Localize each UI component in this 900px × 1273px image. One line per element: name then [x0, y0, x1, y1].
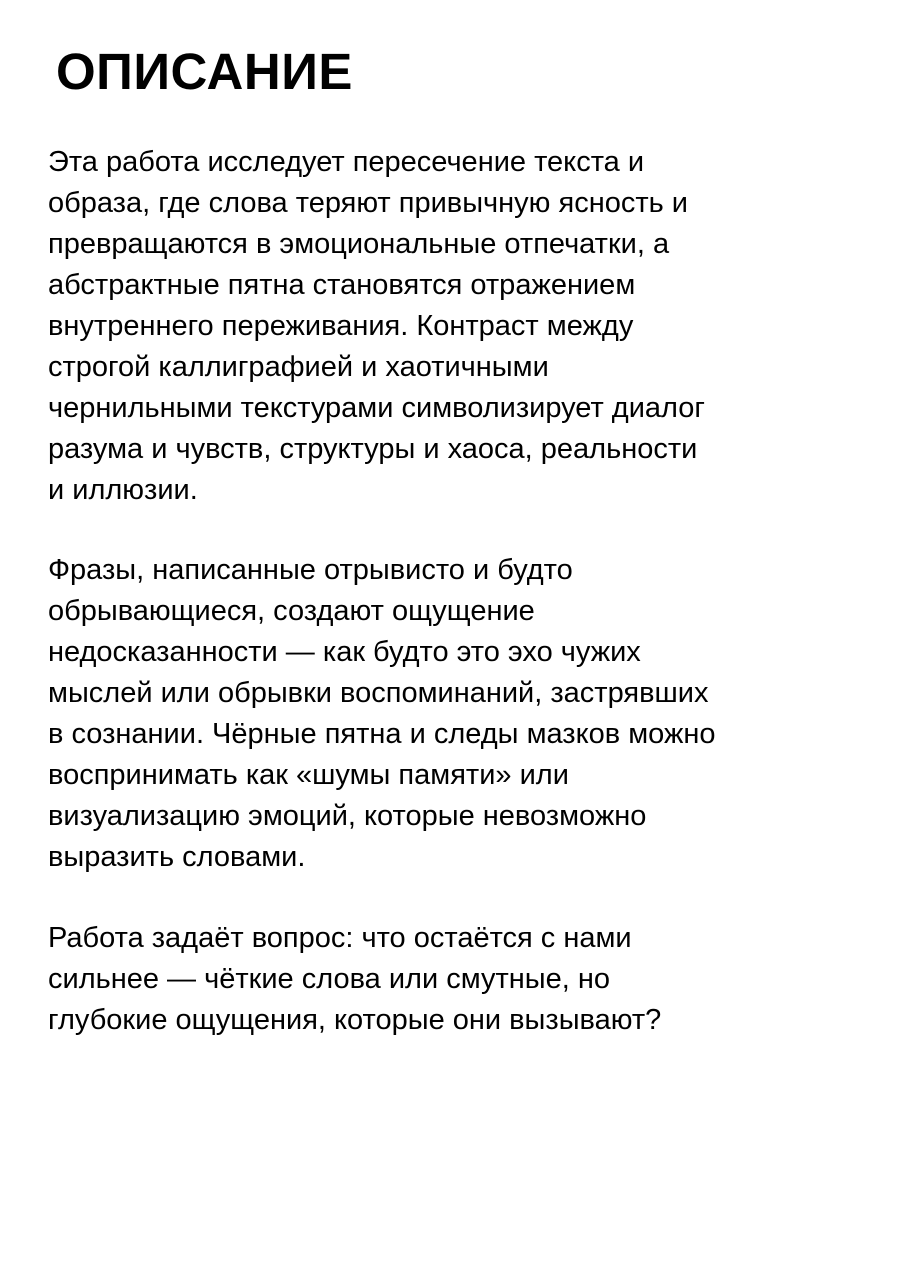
paragraph-line: чернильными текстурами символизирует диалог — [48, 392, 706, 424]
paragraph-line: превращаются в эмоциональные отпечатки, а — [48, 228, 670, 260]
paragraph-1 — [48, 142, 705, 511]
paragraph-line: Работа задаёт вопрос: что остаётся с нами — [48, 922, 632, 954]
paragraph-line: обрывающиеся, создают ощущение — [48, 595, 535, 627]
paragraph-3 — [48, 918, 661, 1041]
paragraph-line: мыслей или обрывки воспоминаний, застрявших — [48, 677, 709, 709]
page-title: ОПИСАНИЕ — [56, 43, 353, 100]
paragraph-line: разума и чувств, структуры и хаоса, реальности — [48, 433, 698, 465]
paragraph-line: и иллюзии. — [48, 474, 198, 506]
paragraph-line: визуализацию эмоций, которые невозможно — [48, 800, 647, 832]
paragraph-line: сильнее — чёткие слова или смутные, но — [48, 963, 611, 995]
paragraph-line: недосказанности — как будто это эхо чужих — [48, 636, 641, 668]
paragraph-line: выразить словами. — [48, 841, 306, 873]
paragraph-2 — [48, 550, 716, 878]
paragraph-line: Фразы, написанные отрывисто и будто — [48, 554, 573, 586]
paragraph-line: глубокие ощущения, которые они вызывают? — [48, 1004, 662, 1036]
paragraph-line: Эта работа исследует пересечение текста и — [48, 146, 645, 178]
paragraph-line: воспринимать как «шумы памяти» или — [48, 759, 569, 791]
paragraph-line: образа, где слова теряют привычную ясность и — [48, 187, 688, 219]
paragraph-line: внутреннего переживания. Контраст между — [48, 310, 634, 342]
paragraph-line: строгой каллиграфией и хаотичными — [48, 351, 549, 383]
paragraph-line: в сознании. Чёрные пятна и следы мазков можно — [48, 718, 716, 750]
paragraph-line: абстрактные пятна становятся отражением — [48, 269, 636, 301]
